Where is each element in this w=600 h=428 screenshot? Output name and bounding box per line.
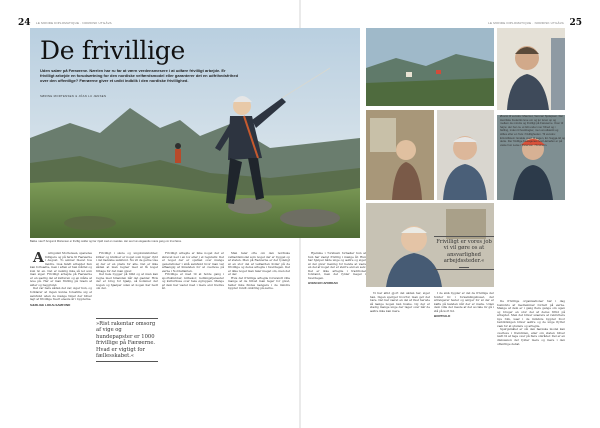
photo-portrait-elder xyxy=(437,110,494,200)
drop-cap: A xyxy=(33,252,44,266)
photo-landscape-coast xyxy=(366,28,494,106)
body-text: Spørgsmålet er om den færøske model kan overleve i fremtiden, eller om staten bliver nødt til at tage over på flere områder. Det er en diskussion der fylder mere og mere i den offentlige debat. xyxy=(497,327,565,346)
body-column-7 xyxy=(434,292,494,418)
photo-interior-woman xyxy=(366,110,434,200)
body-text: Det var bare sådan det var, siger hun, og forklarer at ingen kunne forestille sig et samfund uden de mange timer der bliver lagt af frivillige hvert eneste år i bygderne. xyxy=(30,286,92,302)
headline: De frivillige xyxy=(40,36,185,65)
body-column-6 xyxy=(370,292,430,418)
subhead: BORTFALD xyxy=(434,314,451,319)
subhead: SÆRLIGE LOKALSAMFUND xyxy=(30,302,71,307)
body-text: Vi har altid gjort det sådan her, siger han. Ingen spørger hvorfor, man gør det bare. Det har været en del af livet herude så længe nogen kan huske. Og der er stadig mange unge der tager over når de ældre ikke kan mere. xyxy=(370,292,430,313)
pull-quote-text: Frivilligt er vores job vi vil gøre os at ansvarlighed arbejdssteder.« xyxy=(436,239,492,265)
body-text: Det hele bygger på tillid og at man kan regne med hinanden når det gælder. Hvis der er brug for hjælp, så kommer der nogen og hjælper uden at nogen har bedt om det. xyxy=(96,272,158,291)
body-text: Frivilligt arbejde er ikke noget der er skrevet ned i en lov eller i et regulativ. Det er noget der er opstået over mange generationer i små samfund hvor man var afhængig af hinanden for at overleve på øerne i Nordatlanten. xyxy=(162,252,224,273)
page-number-right: 25 xyxy=(569,18,582,28)
pull-quote-left: »Rist rakentar omsorg af vige og hundepapster er 1000 frivillige på Færøerne. Hvad er vigtigt for fællesskabet.« xyxy=(96,318,158,362)
running-head-left: LE MONDE DIPLOMATIQUE · NORDISK UTGÅVA xyxy=(36,21,112,25)
body-text: I de små bygder er det de frivillige der holder liv i forsamlingshuset, der arrangerer fester og sørger for at der er kaffe på kanden når der er møde. Uden dem ville det meste af det sociale liv gå i stå på kort tid. xyxy=(434,292,494,313)
running-head-right: LE MONDE DIPLOMATIQUE · NORDISK UTGÅVA xyxy=(488,21,564,25)
body-text: De frivillige organisationer har i dag tusindvis af medlemmer fordelt på øerne. Mange af dem er i gang flere gange om ugen og bruger en stor del af deres fritid på arbejdet. Men det bliver sværere at rekruttere nye folk, især i de mindste bygder hvor befolkningen bliver ældre og de unge flytter væk for at studere og arbejde. xyxy=(497,300,565,328)
body-text: Man taler ofte om den nordiske velfærdsmodel som noget der er bygget op af staten. Men på Færøerne er det tydeligt at en stor del af velfærden hviler på de frivillige og deres arbejde i hverdagen. Det er ikke noget man taler meget om, men det er der. xyxy=(228,252,290,277)
body-column-8 xyxy=(497,300,565,418)
body-text: Frivillige er med til at holde gang i sportsklubber, kirkekor, redningstjenester og kulturhuse over hele øgruppen. Mange af dem har været med i mere end tredive år. xyxy=(162,272,224,291)
side-photo-caption: Øverst til venstre: Maurcet, Veronar Sjolapsen. Der Henrikke frederiks leve om og tur turen op og mellem de mindre og frivilligt på Færøerne. Over til højre: der har ca. et lidt under mer frihed og i fælling, inden til festdragter, men at udtænkt og stilles efter en hvis i frivilligheden. Til venstre: Erismillstein: Enalde overt til sagen, En Sugga-tid og dette. Der frivillige beslagenes fast Hatnafen er på vaste hun Leise i Peterson i Torshavn. xyxy=(500,114,565,147)
pull-quote-right xyxy=(434,236,494,270)
body-column-4 xyxy=(228,252,290,418)
byline: SØRINE MORTENSEN & JÓAN LU JENSEN xyxy=(40,94,107,98)
body-text: Hjemme i Torshavn fortæller hun at hun har været frivillig i mange år. Hun har hjulpet både unge og ældre og siger at det giver mening for hende at være en del af noget der er større end en selv. Det er ikke arbejde i traditionel forstand, men det fylder meget i hverdagen. xyxy=(308,252,366,280)
subhead: HVEM ER HVORDAN xyxy=(308,281,338,286)
body-column-5 xyxy=(308,252,366,418)
body-text: Hvis det frivillige arbejde forsvandt ville mange af de tilbud man tager for givet, heller ikke findes længere i de mindre bygder rundt omkring på øerne. xyxy=(228,275,290,291)
body-text: Frivilligt i skole og ungdomsklubber, kirker og klubber er noget som ligger dybt i det færøske samfund. Nu vil de gerne vise at der er en plads for alle. Det er ikke sådan at man regner med at få noget tilbage for det man giver. xyxy=(96,252,158,273)
pull-quote-rule xyxy=(459,267,469,268)
body-text: Arngunnl Mortensen, sparedes tidligere og på ferie til Færøerne i August. To sønner blevet hos mødre. Lisa fandt arbejdet hun kan fortsætte, men i aften er han måttet og kun ta' en. Det er nemlig ikke så let som man siger. Frivilligt arbejde på Færøerne er en særlig del af kulturen og en måde at leve på. Her er man frivillig på tværs af alder og baggrund. xyxy=(30,252,92,287)
main-photo-caption: Bakke i ater? Arngunnl Mortensen er frivillig redder og har i fjeld med en mandas. Her ses hun elegaende rutere gang om til at føres. xyxy=(30,240,182,243)
photo-portrait-man xyxy=(497,28,565,110)
body-column-1 xyxy=(30,252,92,418)
body-column-3 xyxy=(162,252,224,418)
lead-paragraph: Uden salær på Færøerne. Nærlen har ru far at værn verdensmesere i at udføre frivilligt arbejde. Er frivilligt arbejde en forudsætning for den nordiske velfærdsmodel eller garanterer det en udfrihedsfrihed over den offentlige? Færøerne giver et unikt indblik i den nordiske frivillighed. xyxy=(40,68,239,83)
page-number-left: 24 xyxy=(18,18,31,28)
